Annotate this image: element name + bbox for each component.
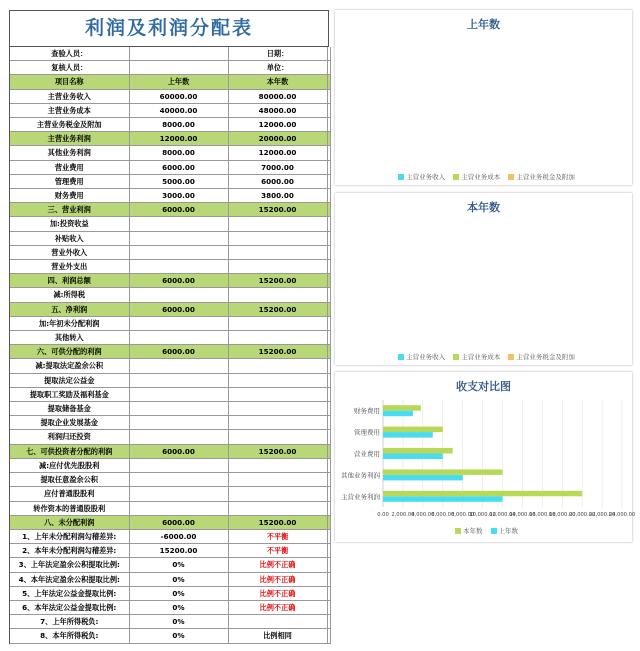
report-row [10, 402, 330, 416]
bar [383, 496, 503, 502]
report-cell [327, 544, 330, 558]
legend-swatch [398, 354, 404, 360]
bar-chart-comparison [335, 372, 636, 542]
report-cell: 提取法定公益金 [10, 373, 129, 387]
report-cell [129, 331, 228, 345]
report-cell: 1、上年未分配利润勾稽差异: [10, 529, 129, 543]
bar [383, 454, 443, 460]
report-cell: 7000.00 [228, 160, 327, 174]
report-cell: 日期： [228, 47, 327, 61]
chart-title: 上年数 [467, 18, 500, 31]
report-cell [129, 245, 228, 259]
report-cell [129, 316, 228, 330]
report-cell: 6000.00 [129, 345, 228, 359]
report-cell [228, 473, 327, 487]
report-row [10, 345, 330, 359]
report-cell: 0% [129, 586, 228, 600]
report-cell: 应付普通股股利 [10, 487, 129, 501]
report-cell: 20000.00 [228, 132, 327, 146]
y-category-label: 管理费用 [354, 428, 380, 437]
report-cell: 60000.00 [129, 89, 228, 103]
pie-chart-last-year [335, 10, 632, 185]
bar [383, 448, 453, 454]
x-tick-label: 4,000.00 [411, 512, 435, 518]
report-cell: 财务费用 [10, 189, 129, 203]
report-row [10, 75, 330, 89]
report-cell: 3800.00 [228, 189, 327, 203]
report-cell: 不平衡 [228, 544, 327, 558]
report-cell [327, 160, 330, 174]
bar [383, 411, 413, 417]
report-row [10, 89, 330, 103]
legend-label: 主营业务成本 [461, 173, 501, 181]
y-category-label: 财务费用 [354, 407, 380, 416]
report-cell [327, 515, 330, 529]
report-cell: 本年数 [228, 75, 327, 89]
report-cell [129, 473, 228, 487]
report-cell [228, 402, 327, 416]
report-cell: 比例不正确 [228, 600, 327, 614]
report-cell [228, 245, 327, 259]
report-cell: 6000.00 [129, 302, 228, 316]
report-cell: 0% [129, 572, 228, 586]
bar [383, 405, 421, 411]
legend-label: 主营业务成本 [461, 353, 501, 361]
x-tick-label: 16,000.00 [529, 512, 556, 518]
report-cell: 15200.00 [228, 515, 327, 529]
report-cell: 主营业务收入 [10, 89, 129, 103]
report-row [10, 274, 330, 288]
report-row [10, 586, 330, 600]
report-table [10, 47, 331, 644]
report-cell [327, 558, 330, 572]
report-cell [327, 245, 330, 259]
report-row [10, 501, 330, 515]
report-cell [327, 61, 330, 75]
report-cell [327, 203, 330, 217]
legend-swatch [398, 174, 404, 180]
report-cell [327, 132, 330, 146]
report-cell: 项目名称 [10, 75, 129, 89]
report-cell: 补贴收入 [10, 231, 129, 245]
report-cell: 6000.00 [228, 174, 327, 188]
report-cell: 4、本年法定盈余公积提取比例: [10, 572, 129, 586]
report-cell [228, 416, 327, 430]
report-row [10, 558, 330, 572]
bar-svg [335, 372, 636, 522]
report-cell: 六、可供分配的利润 [10, 345, 129, 359]
report-row [10, 146, 330, 160]
report-cell: 80000.00 [228, 89, 327, 103]
report-cell [327, 600, 330, 614]
report-cell: 3、上年法定盈余公积提取比例: [10, 558, 129, 572]
chart-legend [335, 352, 632, 361]
report-cell: 15200.00 [228, 444, 327, 458]
report-row [10, 245, 330, 259]
pie-svg [335, 10, 632, 170]
report-cell: 5000.00 [129, 174, 228, 188]
report-cell [327, 387, 330, 401]
report-cell: 主营业务税金及附加 [10, 118, 129, 132]
report-row [10, 160, 330, 174]
report-cell [327, 615, 330, 629]
legend-label: 本年数 [462, 527, 483, 535]
report-cell [228, 615, 327, 629]
report-cell [228, 387, 327, 401]
report-cell: 15200.00 [228, 274, 327, 288]
legend-swatch [508, 354, 514, 360]
report-cell [129, 501, 228, 515]
report-cell: 转作资本的普通股股利 [10, 501, 129, 515]
report-cell [327, 302, 330, 316]
report-cell [129, 487, 228, 501]
bar [383, 491, 582, 497]
report-cell: 主营业务成本 [10, 103, 129, 117]
report-cell: 2、本年未分配利润勾稽差异: [10, 544, 129, 558]
report-row [10, 629, 330, 643]
report-row [10, 132, 330, 146]
x-tick-label: 8,000.00 [451, 512, 475, 518]
report-cell [327, 103, 330, 117]
report-row [10, 430, 330, 444]
x-tick-label: 0.00 [377, 512, 389, 518]
report-cell: 6000.00 [129, 274, 228, 288]
x-tick-label: 18,000.00 [549, 512, 576, 518]
report-row [10, 444, 330, 458]
report-row [10, 331, 330, 345]
report-cell: 3000.00 [129, 189, 228, 203]
x-tick-label: 2,000.00 [391, 512, 415, 518]
report-row [10, 615, 330, 629]
report-cell [327, 402, 330, 416]
report-cell: 15200.00 [228, 302, 327, 316]
report-cell [327, 487, 330, 501]
report-cell: 提取储备基金 [10, 402, 129, 416]
report-row [10, 529, 330, 543]
report-cell [327, 174, 330, 188]
report-cell [129, 359, 228, 373]
report-cell: 12000.00 [129, 132, 228, 146]
report-cell [327, 458, 330, 472]
report-cell [327, 217, 330, 231]
report-cell [327, 331, 330, 345]
legend-swatch [453, 174, 459, 180]
report-cell: 48000.00 [228, 103, 327, 117]
report-row [10, 359, 330, 373]
report-cell: 八、未分配利润 [10, 515, 129, 529]
x-tick-label: 22,000.00 [588, 512, 616, 518]
legend-swatch [455, 528, 461, 534]
report-cell: 6000.00 [129, 160, 228, 174]
legend-label: 上年数 [498, 527, 519, 535]
report-cell [327, 359, 330, 373]
report-cell [129, 458, 228, 472]
bar [383, 427, 443, 433]
report-cell: 7、上年所得税负: [10, 615, 129, 629]
report-cell [327, 189, 330, 203]
report-cell: 8000.00 [129, 146, 228, 160]
report-cell: 比例不正确 [228, 586, 327, 600]
report-cell [327, 473, 330, 487]
report-row [10, 174, 330, 188]
report-cell [228, 458, 327, 472]
report-cell [327, 231, 330, 245]
report-cell: 6000.00 [129, 515, 228, 529]
report-cell [129, 402, 228, 416]
report-row [10, 316, 330, 330]
report-cell: 6、本年法定公益金提取比例: [10, 600, 129, 614]
report-cell [228, 217, 327, 231]
report-title: 利润及利润分配表 [10, 11, 329, 47]
chart-title: 收支对比图 [456, 380, 511, 393]
report-cell: 5、上年法定公益金提取比例: [10, 586, 129, 600]
report-row [10, 217, 330, 231]
report-cell: 加:年初未分配利润 [10, 316, 129, 330]
report-cell: 15200.00 [129, 544, 228, 558]
legend-swatch [508, 174, 514, 180]
y-category-label: 主营业务利润 [341, 492, 380, 501]
report-cell: 减:所得税 [10, 288, 129, 302]
report-cell [327, 416, 330, 430]
report-row [10, 416, 330, 430]
report-cell: 8000.00 [129, 118, 228, 132]
report-cell: 提取职工奖励及福利基金 [10, 387, 129, 401]
report-cell [327, 345, 330, 359]
report-row [10, 387, 330, 401]
report-cell [327, 501, 330, 515]
report-cell [327, 529, 330, 543]
report-cell [129, 288, 228, 302]
legend-label: 主营业务收入 [406, 353, 446, 361]
x-tick-label: 10,000.00 [469, 512, 496, 518]
legend-label: 主营业务税金及附加 [516, 353, 575, 361]
legend-swatch [491, 528, 497, 534]
report-row [10, 288, 330, 302]
report-cell [129, 231, 228, 245]
report-cell: 营业外支出 [10, 260, 129, 274]
report-row [10, 103, 330, 117]
report-cell: 三、营业利润 [10, 203, 129, 217]
report-row [10, 189, 330, 203]
report-cell [228, 260, 327, 274]
report-cell: 不平衡 [228, 529, 327, 543]
report-row [10, 231, 330, 245]
report-cell: 查验人员： [10, 47, 129, 61]
report-cell: 0% [129, 629, 228, 643]
report-row [10, 473, 330, 487]
report-cell: 8、本年所得税负: [10, 629, 129, 643]
legend-label: 主营业务收入 [406, 173, 446, 181]
chart-legend [335, 526, 632, 535]
report-cell: 管理费用 [10, 174, 129, 188]
report-cell: 15200.00 [228, 345, 327, 359]
report-cell [228, 231, 327, 245]
report-cell: 0% [129, 615, 228, 629]
profit-report [9, 10, 329, 644]
report-cell: 单位： [228, 61, 327, 75]
report-cell: 复核人员： [10, 61, 129, 75]
report-cell [327, 586, 330, 600]
report-cell [129, 430, 228, 444]
bar [383, 475, 463, 481]
report-row [10, 260, 330, 274]
report-cell [228, 288, 327, 302]
x-tick-label: 24,000.00 [608, 512, 636, 518]
legend-label: 主营业务税金及附加 [516, 173, 575, 181]
report-cell [327, 444, 330, 458]
report-cell: 其他业务利润 [10, 146, 129, 160]
report-cell [228, 487, 327, 501]
legend-swatch [453, 354, 459, 360]
report-cell [129, 416, 228, 430]
report-cell: 上年数 [129, 75, 228, 89]
chart-title: 本年数 [467, 201, 500, 214]
report-cell: 6000.00 [129, 444, 228, 458]
report-row [10, 47, 330, 61]
bar [383, 432, 433, 438]
report-cell: 6000.00 [129, 203, 228, 217]
x-tick-label: 6,000.00 [431, 512, 455, 518]
x-tick-label: 14,000.00 [509, 512, 536, 518]
report-cell [327, 430, 330, 444]
report-cell [327, 373, 330, 387]
report-cell [129, 217, 228, 231]
report-cell: 12000.00 [228, 146, 327, 160]
report-cell [327, 274, 330, 288]
report-cell [327, 89, 330, 103]
report-cell [327, 572, 330, 586]
report-row [10, 600, 330, 614]
report-cell [327, 75, 330, 89]
report-cell: 40000.00 [129, 103, 228, 117]
report-cell [129, 373, 228, 387]
report-cell [129, 387, 228, 401]
report-row [10, 515, 330, 529]
chart-legend [335, 172, 632, 181]
report-cell [129, 260, 228, 274]
report-row [10, 302, 330, 316]
report-cell: 0% [129, 600, 228, 614]
report-cell: 营业外收入 [10, 245, 129, 259]
report-row [10, 373, 330, 387]
report-cell [129, 47, 228, 61]
report-row [10, 487, 330, 501]
y-category-label: 其他业务利润 [341, 471, 380, 480]
report-cell [228, 373, 327, 387]
report-row [10, 61, 330, 75]
report-cell [327, 146, 330, 160]
report-cell: 四、利润总额 [10, 274, 129, 288]
report-cell [129, 61, 228, 75]
report-cell: 提取任意盈余公积 [10, 473, 129, 487]
report-row [10, 544, 330, 558]
report-cell: 减:应付优先股股利 [10, 458, 129, 472]
report-cell [228, 359, 327, 373]
report-row [10, 118, 330, 132]
report-cell [228, 331, 327, 345]
report-cell [327, 629, 330, 643]
pie-chart-this-year [335, 193, 632, 365]
bar [383, 469, 503, 475]
report-cell: 15200.00 [228, 203, 327, 217]
report-cell: 营业费用 [10, 160, 129, 174]
report-cell: 减:提取法定盈余公积 [10, 359, 129, 373]
report-cell [327, 260, 330, 274]
report-cell: 12000.00 [228, 118, 327, 132]
pie-svg [335, 193, 632, 351]
report-cell: 比例不正确 [228, 558, 327, 572]
report-cell: 五、净利润 [10, 302, 129, 316]
report-cell: 提取企业发展基金 [10, 416, 129, 430]
report-cell [228, 501, 327, 515]
report-cell: 加:投资收益 [10, 217, 129, 231]
report-row [10, 572, 330, 586]
x-tick-label: 12,000.00 [489, 512, 516, 518]
report-cell [228, 316, 327, 330]
report-cell [327, 47, 330, 61]
report-cell: 0% [129, 558, 228, 572]
report-cell [327, 288, 330, 302]
report-row [10, 458, 330, 472]
report-cell: 其他转入 [10, 331, 129, 345]
report-row [10, 203, 330, 217]
report-cell: 比例相同 [228, 629, 327, 643]
report-cell [327, 316, 330, 330]
report-cell [327, 118, 330, 132]
report-cell: 利润归还投资 [10, 430, 129, 444]
report-cell: 七、可供投资者分配的利润 [10, 444, 129, 458]
report-cell [228, 430, 327, 444]
report-cell: 主营业务利润 [10, 132, 129, 146]
x-tick-label: 20,000.00 [568, 512, 596, 518]
report-cell: 比例不正确 [228, 572, 327, 586]
report-cell: -6000.00 [129, 529, 228, 543]
y-category-label: 营业费用 [354, 450, 380, 458]
